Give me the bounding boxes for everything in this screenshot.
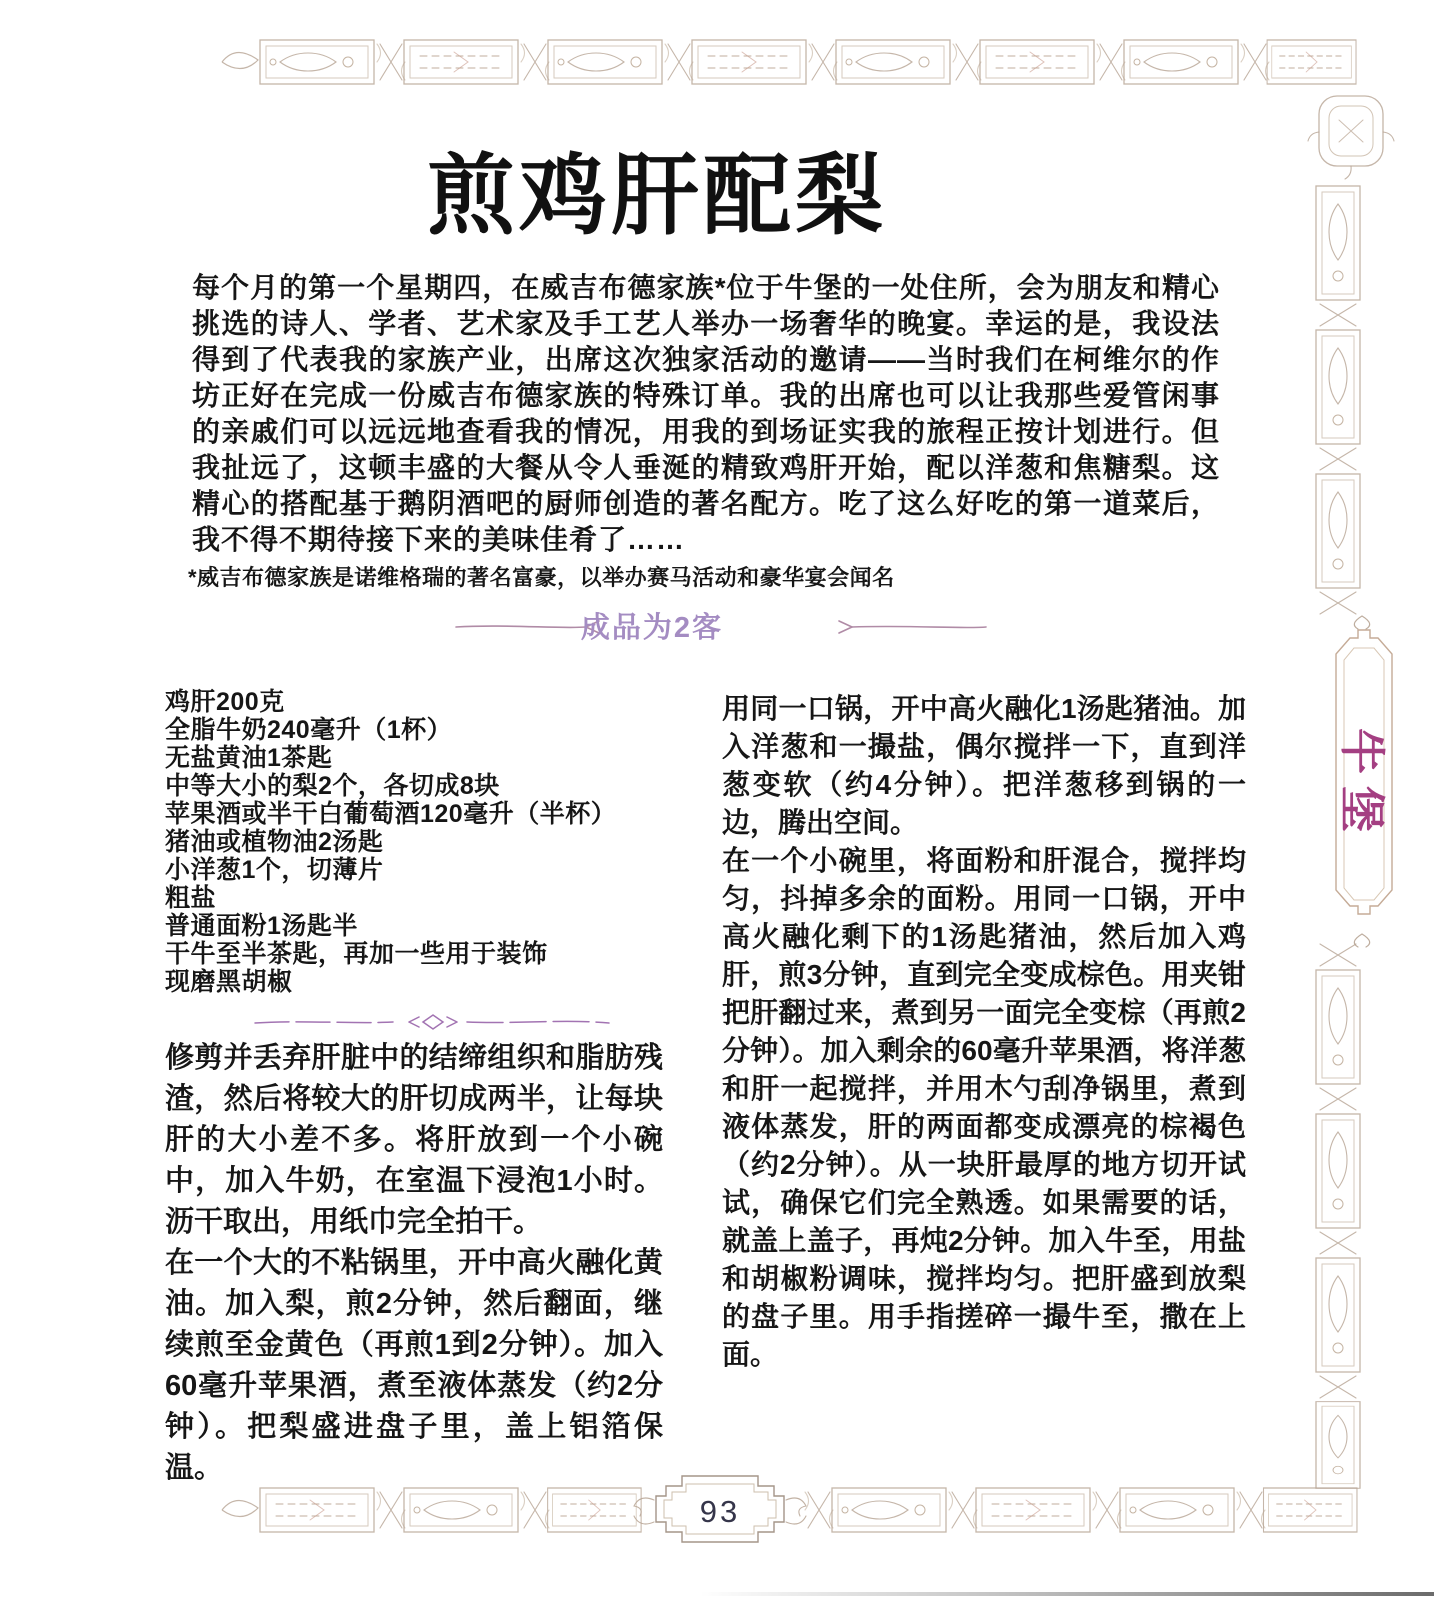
ingredient-item: 无盐黄油1茶匙 <box>165 744 333 772</box>
page-title: 煎鸡肝配梨 <box>426 146 887 245</box>
servings-badge: 成品为2客 <box>580 612 724 644</box>
side-tab <box>1330 728 1394 832</box>
instructions-right <box>722 690 1246 1374</box>
instruction-paragraph: 用同一口锅，开中高火融化1汤匙猪油。加入洋葱和一撮盐，偶尔搅拌一下，直到洋葱变软（约4分钟）。把洋葱移到锅的一边，腾出空间。 <box>722 693 1246 838</box>
ingredients-divider <box>253 1010 611 1034</box>
instructions-left <box>165 1038 663 1489</box>
ingredient-item: 中等大小的梨2个，各切成8块 <box>165 772 500 800</box>
ingredient-item: 猪油或植物油2汤匙 <box>165 828 384 856</box>
instruction-paragraph: 修剪并丢弃肝脏中的结缔组织和脂肪残渣，然后将较大的肝切成两半，让每块肝的大小差不多。将肝放到一个小碗中，加入牛奶，在室温下浸泡1小时。沥干取出，用纸巾完全拍干。 <box>165 1042 663 1238</box>
top-border-ornament <box>218 30 1358 100</box>
instruction-paragraph: 在一个小碗里，将面粉和肝混合，搅拌均匀，抖掉多余的面粉。用同一口锅，开中高火融化剩下的1汤匙猪油，然后加入鸡肝，煎3分钟，直到完全变成棕色。用夹钳把肝翻过来，煮到另一面完全变棕（再煎2分钟）。加入剩余的60毫升苹果酒，将洋葱和肝一起搅拌，并用木勺刮净锅里，煮到液体蒸发，肝的两面都变成漂亮的棕褐色（约2分钟）。从一块肝最厚的地方切开试试，确保它们完全熟透。如果需要的话，就盖上盖子，再炖2分钟。加入牛至，用盐和胡椒粉调味，搅拌均匀。把肝盛到放梨的盘子里。用手指搓碎一撮牛至，撒在上面。 <box>722 845 1246 1370</box>
side-tab-char: 堡 <box>1336 786 1388 832</box>
ingredient-item: 苹果酒或半干白葡萄酒120毫升（半杯） <box>165 800 617 828</box>
footnote: *威吉布德家族是诺维格瑞的著名富豪，以举办赛马活动和豪华宴会闻名 <box>188 565 895 590</box>
side-tab-char: 牛 <box>1336 728 1388 774</box>
intro-paragraph: 每个月的第一个星期四，在威吉布德家族*位于牛堡的一处住所，会为朋友和精心挑选的诗人、学者、艺术家及手工艺人举办一场奢华的晚宴。幸运的是，我设法得到了代表我的家族产业，出席这次独家活动的邀请——当时我们在柯维尔的作坊正好在完成一份威吉布德家族的特殊订单。我的出席也可以让我那些爱管闲事的亲戚们可以远远地查看我的情况，用我的到场证实我的旅程正按计划进行。但我扯远了，这顿丰盛的大餐从令人垂涎的精致鸡肝开始，配以洋葱和焦糖梨。这精心的搭配基于鹅阴酒吧的厨师创造的著名配方。吃了这么好吃的第一道菜后，我不得不期待接下来的美味佳肴了…… <box>192 272 1220 555</box>
ingredient-item: 小洋葱1个，切薄片 <box>165 856 384 884</box>
ingredients-list <box>165 688 685 996</box>
scan-edge-artifact <box>700 1592 1434 1596</box>
ingredient-item: 干牛至半茶匙，再加一些用于装饰 <box>165 940 548 968</box>
ingredient-item: 普通面粉1汤匙半 <box>165 912 358 940</box>
ingredient-item: 鸡肝200克 <box>165 688 285 716</box>
ingredient-item: 粗盐 <box>165 884 217 912</box>
ingredient-item: 现磨黑胡椒 <box>165 968 293 996</box>
ingredient-item: 全脂牛奶240毫升（1杯） <box>165 716 453 744</box>
page-number: 93 <box>699 1494 741 1529</box>
instruction-paragraph: 在一个大的不粘锅里，开中高火融化黄油。加入梨，煎2分钟，然后翻面，继续煎至金黄色（再煎1到2分钟）。加入60毫升苹果酒，煮至液体蒸发（约2分钟）。把梨盛进盘子里，盖上铝箔保温。 <box>165 1247 663 1484</box>
